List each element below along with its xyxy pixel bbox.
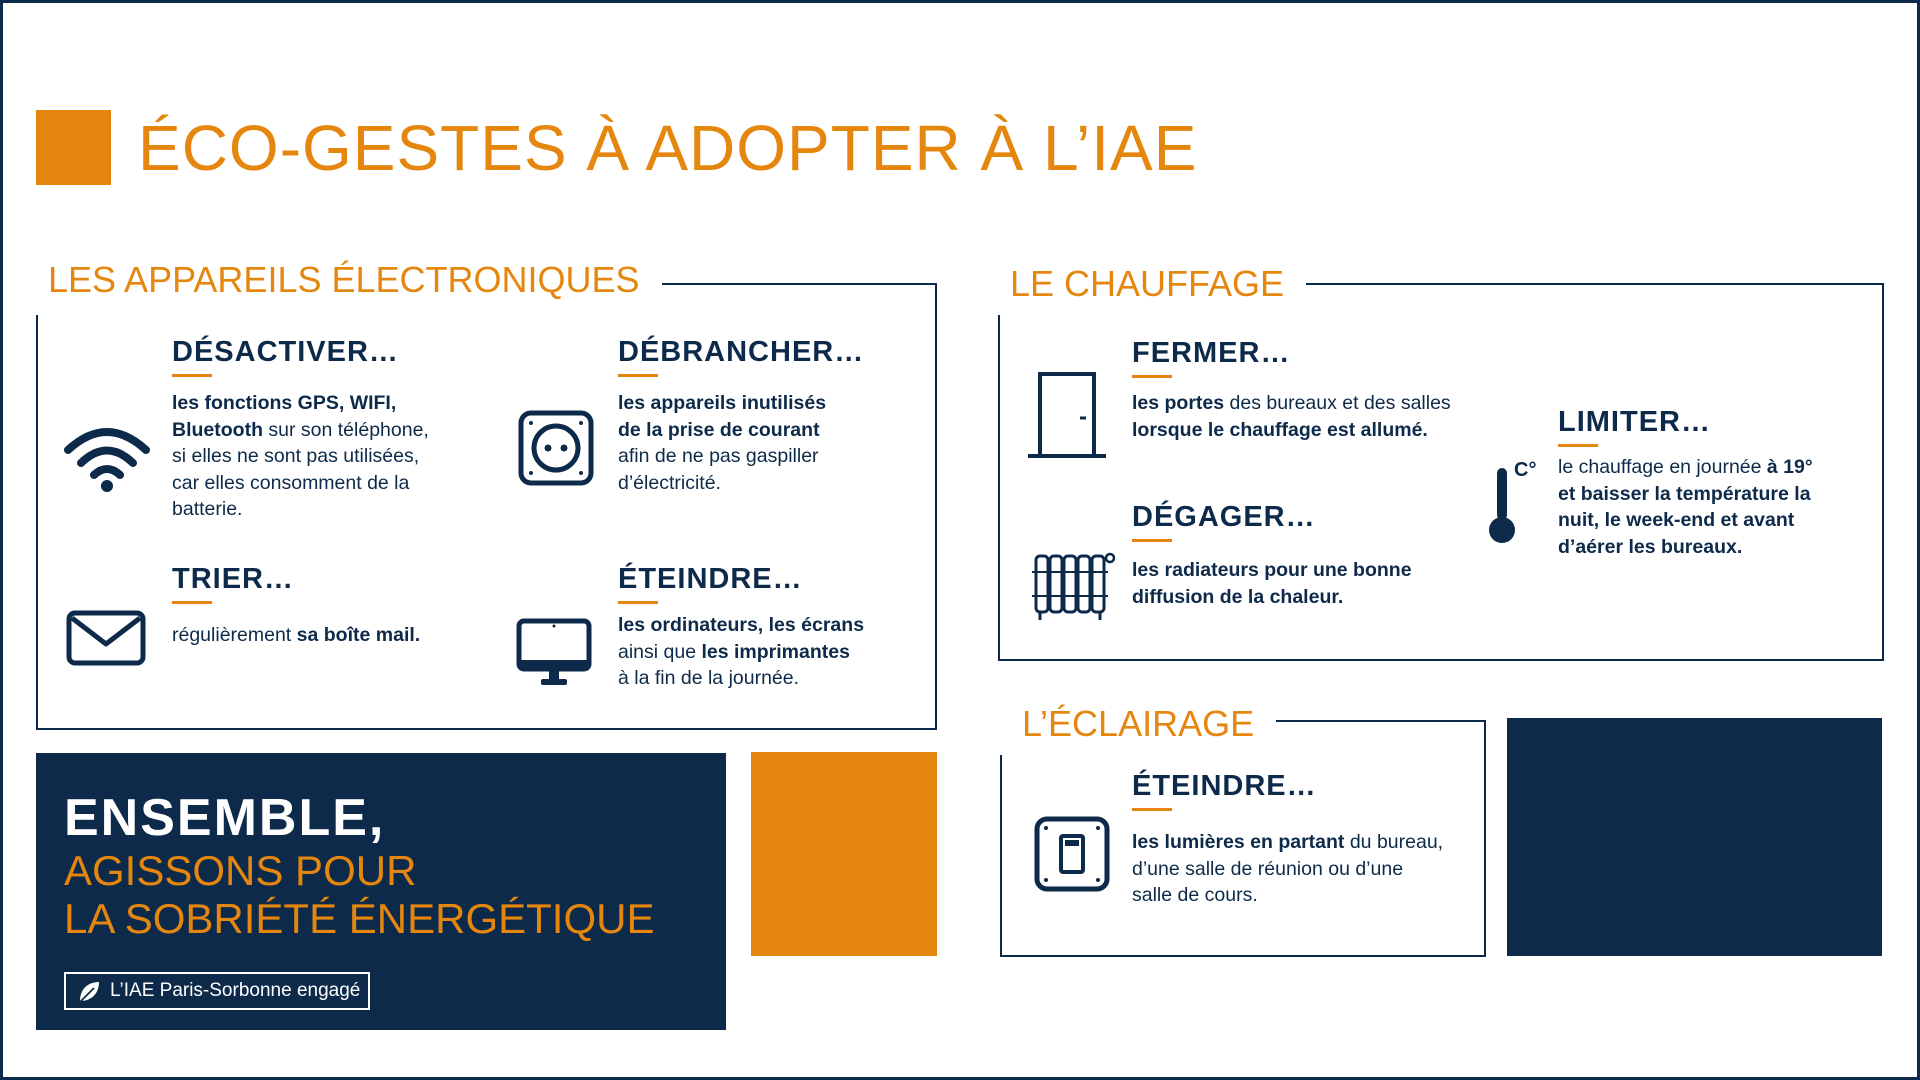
- navy-decor-block: [1507, 718, 1882, 956]
- lighting-box-top: [1262, 720, 1486, 722]
- engagement-badge: [64, 972, 370, 1010]
- sort-text: régulièrement sa boîte mail.: [172, 624, 421, 646]
- sort-underline: [172, 601, 212, 604]
- heating-section-title: LE CHAUFFAGE: [1010, 262, 1306, 306]
- lighting-section-title: L’ÉCLAIRAGE: [1022, 702, 1276, 746]
- electronics-section-title: LES APPAREILS ÉLECTRONIQUES: [48, 258, 662, 302]
- turnoff-text: les ordinateurs, les écrans ainsi que les imprimantes à la fin de la journée.: [618, 614, 865, 689]
- celsius-unit: C°: [1514, 459, 1537, 481]
- electronics-box-top: [640, 283, 937, 285]
- clear-text: les radiateurs pour une bonne diffusion de la chaleur.: [1132, 559, 1412, 608]
- power-socket-icon: [518, 410, 594, 486]
- turnoff-underline: [618, 601, 658, 604]
- heating-box-bottom: [998, 659, 1884, 661]
- clear-underline: [1132, 539, 1172, 542]
- clear-heading: DÉGAGER…: [1132, 501, 1316, 533]
- deactivate-heading: DÉSACTIVER…: [172, 336, 399, 368]
- slogan-line-2: LA SOBRIÉTÉ ÉNERGÉTIQUE: [64, 895, 655, 942]
- lighting-box-right: [1484, 720, 1486, 957]
- limit-underline: [1558, 444, 1598, 447]
- unplug-heading: DÉBRANCHER…: [618, 336, 865, 368]
- slogan-line-1: AGISSONS POUR: [64, 847, 417, 894]
- heating-box-right: [1882, 283, 1884, 661]
- heating-box-top: [1300, 283, 1884, 285]
- electronics-box-right: [935, 283, 937, 730]
- mail-icon: [66, 610, 146, 666]
- limit-text: le chauffage en journée à 19° et baisser la température la nuit, le week-end et avant d’aérer les bureaux.: [1558, 456, 1813, 558]
- leaf-icon: [76, 979, 102, 1005]
- electronics-box-bottom: [36, 728, 937, 730]
- sort-heading: TRIER…: [172, 563, 294, 595]
- wifi-icon: [62, 420, 152, 492]
- radiator-icon: [1030, 550, 1116, 624]
- close-text: les portes des bureaux et des salles lorsque le chauffage est allumé.: [1132, 392, 1451, 441]
- lighting-box-bottom: [1000, 955, 1486, 957]
- unplug-text: les appareils inutilisés de la prise de courant afin de ne pas gaspiller d’électricité.: [618, 392, 827, 494]
- computer-monitor-icon: [516, 618, 592, 688]
- limit-heading: LIMITER…: [1558, 406, 1711, 438]
- lighting-turnoff-underline: [1132, 808, 1172, 811]
- orange-decor-block: [751, 752, 937, 956]
- title-square: [36, 110, 111, 185]
- deactivate-text: les fonctions GPS, WIFI, Bluetooth sur son téléphone, si elles ne sont pas utilisées, car elles consomment de la batterie.: [172, 392, 429, 520]
- close-underline: [1132, 375, 1172, 378]
- deactivate-underline: [172, 374, 212, 377]
- unplug-underline: [618, 374, 658, 377]
- badge-label: L’IAE Paris-Sorbonne engagé: [110, 980, 361, 1001]
- turnoff-heading: ÉTEINDRE…: [618, 563, 803, 595]
- close-heading: FERMER…: [1132, 337, 1291, 369]
- door-icon: [1026, 370, 1108, 460]
- lighting-turnoff-heading: ÉTEINDRE…: [1132, 770, 1317, 802]
- heating-box-left: [998, 315, 1000, 661]
- light-switch-icon: [1034, 816, 1110, 892]
- page-title: ÉCO-GESTES À ADOPTER À L’IAE: [138, 112, 1198, 184]
- electronics-box-left: [36, 315, 38, 730]
- lighting-box-left: [1000, 755, 1002, 957]
- ensemble-heading: ENSEMBLE,: [64, 789, 386, 847]
- lighting-turnoff-text: les lumières en partant du bureau, d’une salle de réunion ou d’une salle de cours.: [1132, 831, 1444, 906]
